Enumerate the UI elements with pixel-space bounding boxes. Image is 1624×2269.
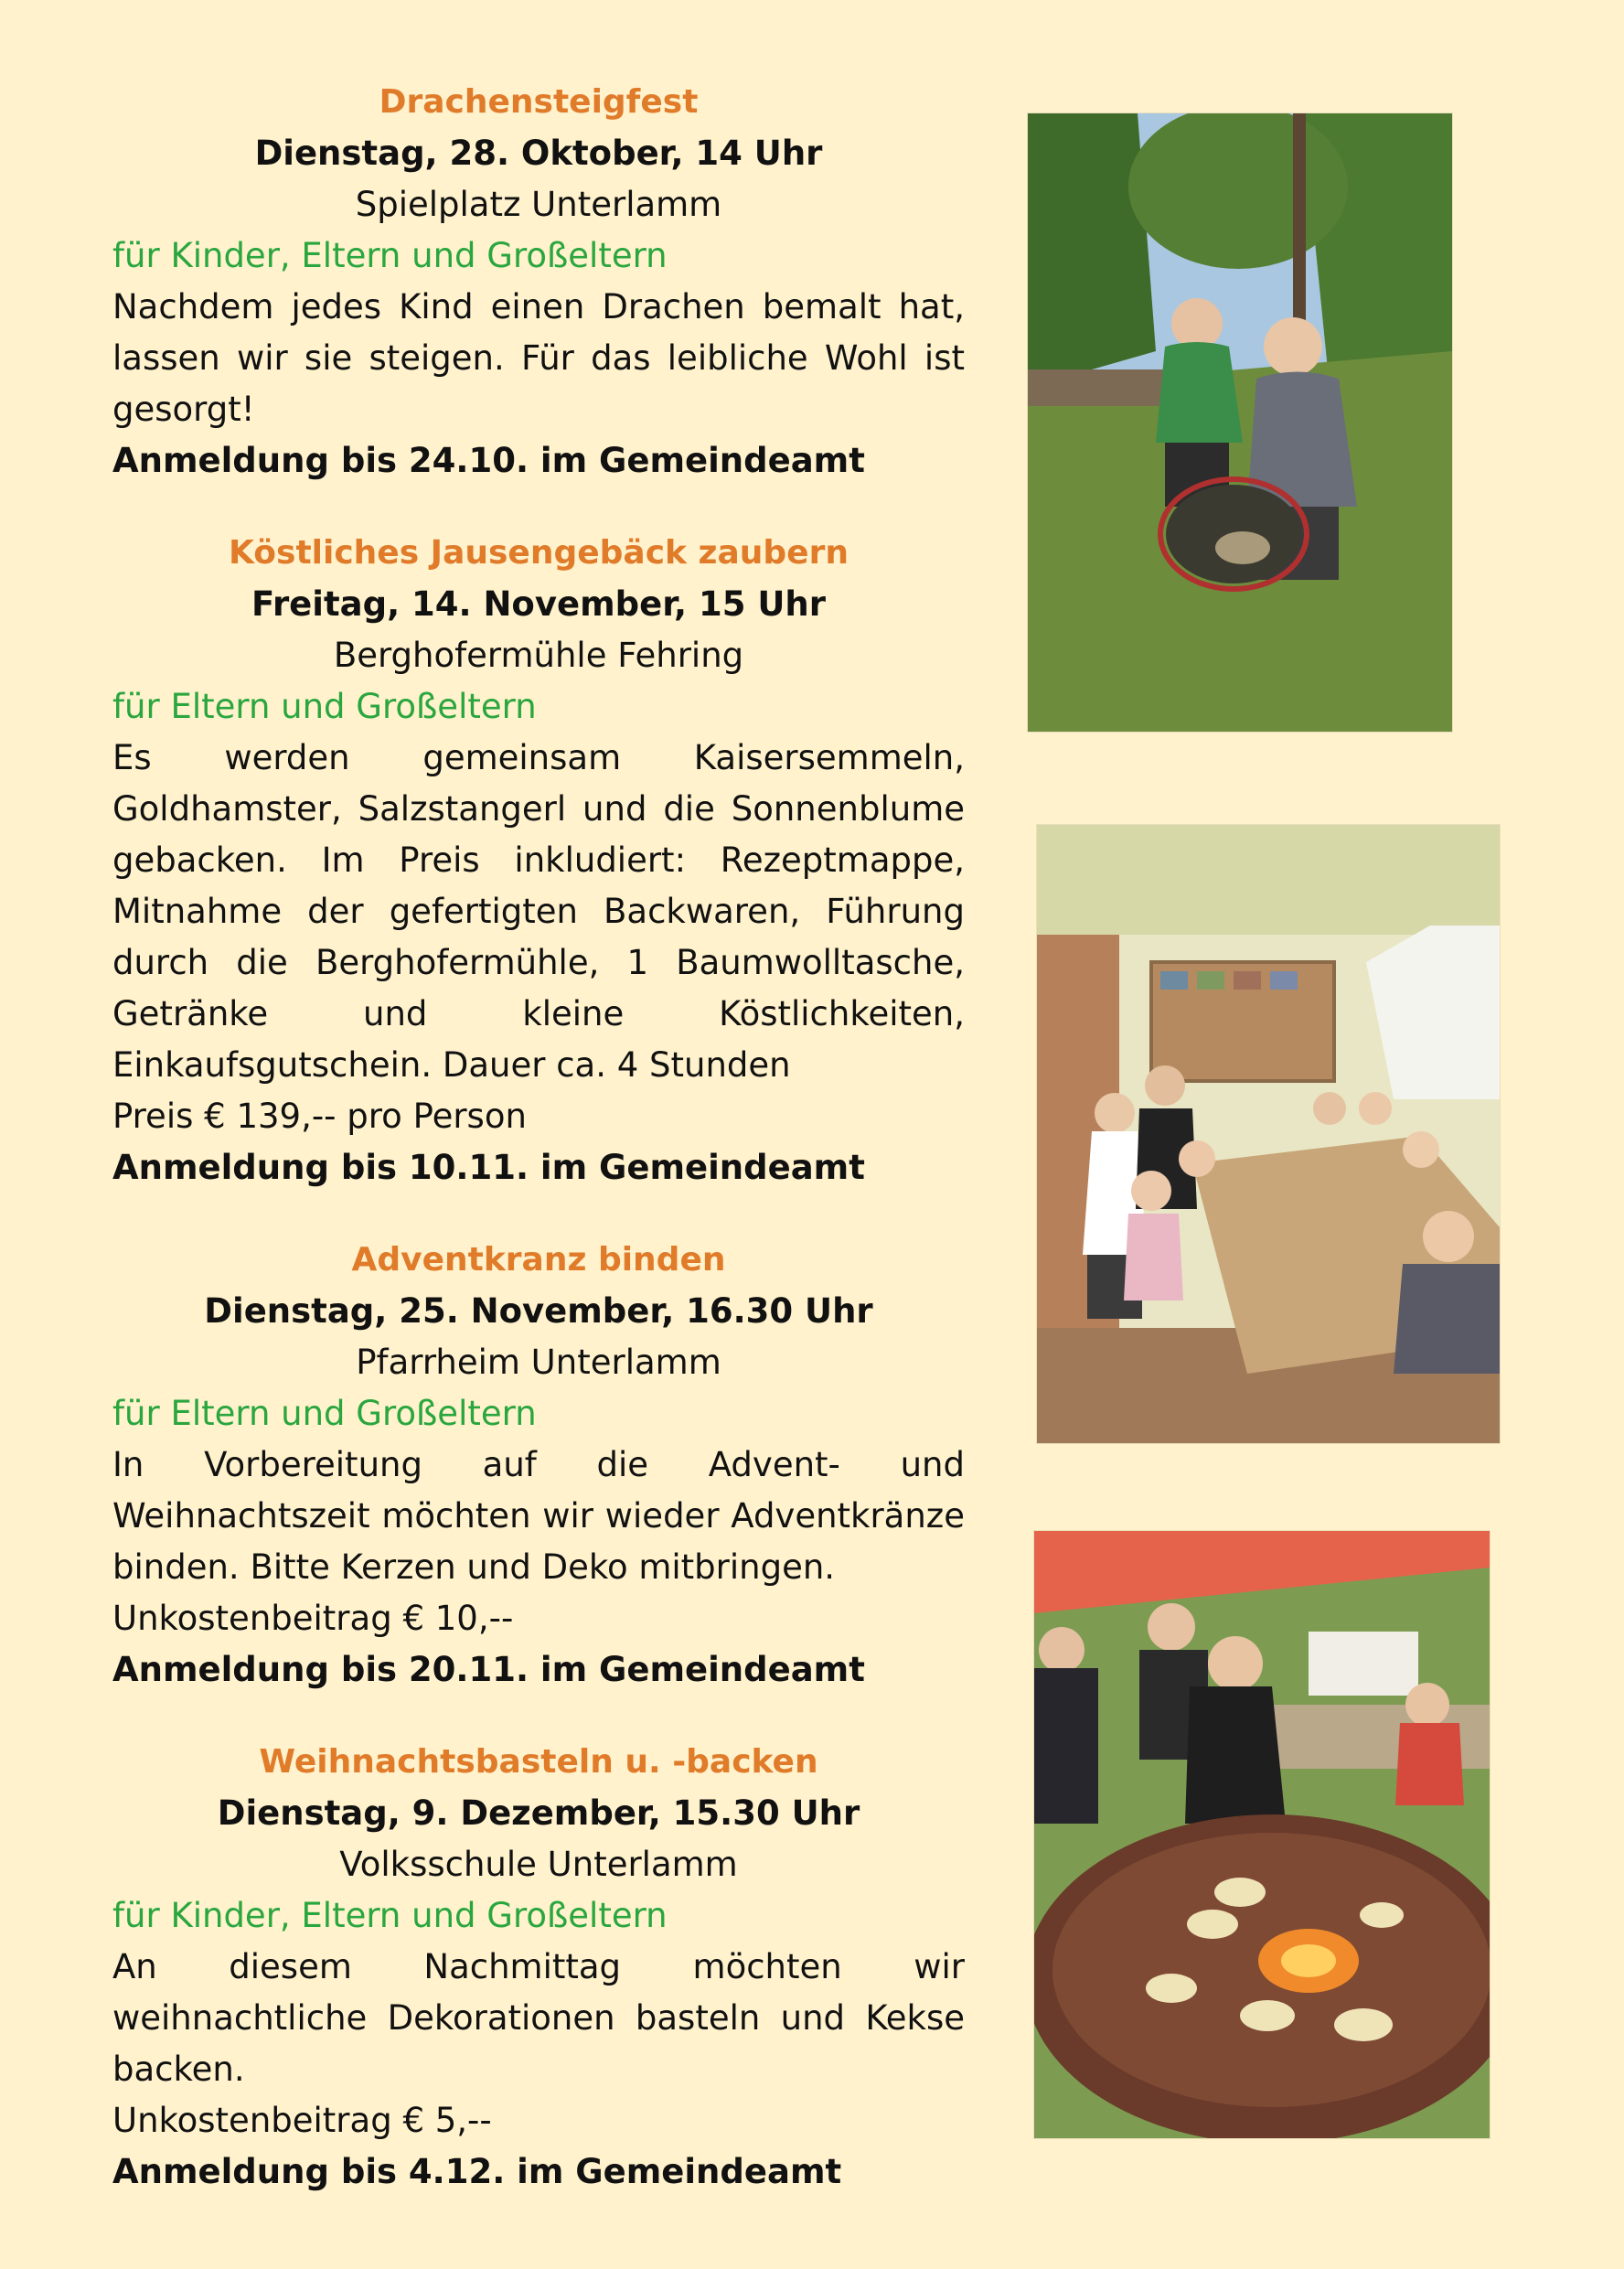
event-price: Unkostenbeitrag € 5,--: [112, 2101, 492, 2140]
event-jausengebaeck: [112, 528, 965, 1193]
event-place: Spielplatz Unterlamm: [355, 185, 722, 224]
event-column: [112, 77, 965, 2239]
event-registration: Anmeldung bis 10.11. im Gemeindeamt: [112, 1148, 865, 1187]
event-date: Dienstag, 9. Dezember, 15.30 Uhr: [217, 1793, 860, 1833]
event-title: Adventkranz binden: [351, 1241, 726, 1279]
event-place: Volksschule Unterlamm: [339, 1845, 738, 1884]
event-weihnachtsbasteln: [112, 1737, 965, 2198]
event-title: Weihnachtsbasteln u. -backen: [259, 1743, 818, 1781]
event-audience: für Eltern und Großeltern: [112, 687, 537, 726]
photo-kids-table: [1037, 825, 1500, 1443]
event-registration: Anmeldung bis 4.12. im Gemeindeamt: [112, 2152, 842, 2191]
event-title: Drachensteigfest: [379, 83, 699, 121]
event-place: Pfarrheim Unterlamm: [356, 1343, 721, 1382]
event-drachensteigfest: [112, 77, 965, 487]
event-adventkranz: [112, 1235, 965, 1696]
event-audience: für Kinder, Eltern und Großeltern: [112, 1896, 668, 1935]
event-audience: für Eltern und Großeltern: [112, 1394, 537, 1433]
event-registration: Anmeldung bis 20.11. im Gemeindeamt: [112, 1650, 865, 1689]
event-date: Freitag, 14. November, 15 Uhr: [251, 584, 826, 624]
event-price: Preis € 139,-- pro Person: [112, 1097, 527, 1136]
event-description: Es werden gemeinsam Kaisersemmeln, Goldhamster, Salzstangerl und die Sonnenblume gebacken. Im Preis inkludiert: Rezeptmappe, Mitnahme der gefertigten Backwaren, Führung durch die Berghofermühle, 1 Baumwolltasche, Getränke und kleine Köstlichkeiten, Einkaufsgutschein. Dauer ca. 4 Stunden: [112, 738, 965, 1085]
event-title: Köstliches Jausengebäck zaubern: [229, 534, 849, 572]
event-date: Dienstag, 28. Oktober, 14 Uhr: [254, 134, 823, 173]
event-price: Unkostenbeitrag € 10,--: [112, 1599, 514, 1638]
event-audience: für Kinder, Eltern und Großeltern: [112, 236, 668, 275]
event-description: In Vorbereitung auf die Advent- und Weihnachtszeit möchten wir wieder Adventkränze binden. Bitte Kerzen und Deko mitbringen.: [112, 1445, 965, 1587]
event-description: Nachdem jedes Kind einen Drachen bemalt hat, lassen wir sie steigen. Für das leibliche Wohl ist gesorgt!: [112, 287, 965, 429]
photo-kids-outdoor: [1028, 113, 1452, 732]
event-place: Berghofermühle Fehring: [333, 636, 744, 675]
photo-kids-grill: [1034, 1531, 1490, 2138]
event-date: Dienstag, 25. November, 16.30 Uhr: [204, 1291, 873, 1331]
event-registration: Anmeldung bis 24.10. im Gemeindeamt: [112, 441, 865, 480]
event-description: An diesem Nachmittag möchten wir weihnachtliche Dekorationen basteln und Kekse backen.: [112, 1947, 965, 2089]
